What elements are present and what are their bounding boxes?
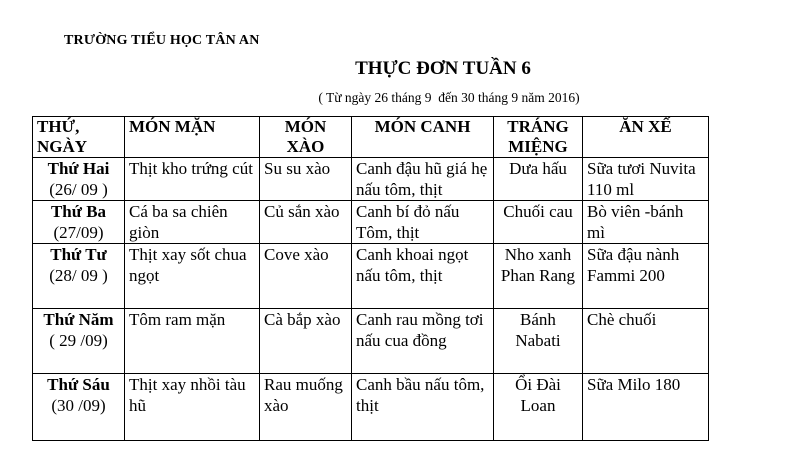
day-name: Thứ Tư <box>50 245 107 264</box>
cell-an-xe: Bò viên -bánh mì <box>583 201 709 244</box>
day-name: Thứ Năm <box>43 310 114 329</box>
cell-man: Thịt kho trứng cút <box>125 158 260 201</box>
day-name: Thứ Ba <box>50 202 107 221</box>
cell-canh: Canh bầu nấu tôm, thịt <box>352 374 494 441</box>
day-date: (27/09) <box>53 223 104 242</box>
cell-trang-mieng: Ổi Đài Loan <box>494 374 583 441</box>
cell-xao: Cove xào <box>260 244 352 309</box>
cell-xao: Rau muống xào <box>260 374 352 441</box>
cell-xao: Su su xào <box>260 158 352 201</box>
cell-canh: Canh khoai ngọt nấu tôm, thịt <box>352 244 494 309</box>
cell-trang-mieng: Nho xanh Phan Rang <box>494 244 583 309</box>
cell-man: Thịt xay nhồi tàu hũ <box>125 374 260 441</box>
column-header-xao: MÓN XÀO <box>260 117 352 158</box>
table-row <box>33 374 709 441</box>
day-cell <box>33 374 125 441</box>
day-name: Thứ Sáu <box>47 375 110 394</box>
menu-title: THỰC ĐƠN TUẦN 6 <box>355 58 531 79</box>
column-header-day: THỨ, NGÀY <box>33 117 125 158</box>
table-row <box>33 201 709 244</box>
day-date: ( 29 /09) <box>49 331 108 350</box>
school-name: TRƯỜNG TIỂU HỌC TÂN AN <box>64 33 260 48</box>
column-header-man: MÓN MẶN <box>125 117 260 158</box>
weekly-menu-table <box>32 116 709 441</box>
column-header-an-xe: ĂN XẾ <box>583 117 709 158</box>
cell-canh: Canh bí đỏ nấu Tôm, thịt <box>352 201 494 244</box>
cell-trang-mieng: Chuối cau <box>494 201 583 244</box>
day-cell <box>33 158 125 201</box>
table-row <box>33 309 709 374</box>
cell-an-xe: Sữa đậu nành Fammi 200 <box>583 244 709 309</box>
cell-trang-mieng: Dưa hấu <box>494 158 583 201</box>
cell-canh: Canh rau mồng tơi nấu cua đồng <box>352 309 494 374</box>
cell-trang-mieng: Bánh Nabati <box>494 309 583 374</box>
column-header-canh: MÓN CANH <box>352 117 494 158</box>
cell-xao: Cà bắp xào <box>260 309 352 374</box>
cell-xao: Củ sắn xào <box>260 201 352 244</box>
cell-an-xe: Sữa Milo 180 <box>583 374 709 441</box>
day-cell <box>33 244 125 309</box>
day-date: (26/ 09 ) <box>49 180 108 199</box>
cell-an-xe: Sữa tươi Nuvita 110 ml <box>583 158 709 201</box>
cell-man: Thịt xay sốt chua ngọt <box>125 244 260 309</box>
date-range-subtitle: ( Từ ngày 26 tháng 9 đến 30 tháng 9 năm 2016) <box>318 90 580 105</box>
table-row <box>33 158 709 201</box>
cell-an-xe: Chè chuối <box>583 309 709 374</box>
table-header-row <box>33 117 709 158</box>
day-name: Thứ Hai <box>47 159 110 178</box>
cell-man: Tôm ram mặn <box>125 309 260 374</box>
column-header-trang-mieng: TRÁNG MIỆNG <box>494 117 583 158</box>
day-cell <box>33 201 125 244</box>
cell-canh: Canh đậu hũ giá hẹ nấu tôm, thịt <box>352 158 494 201</box>
day-date: (28/ 09 ) <box>49 266 108 285</box>
day-date: (30 /09) <box>51 396 106 415</box>
day-cell <box>33 309 125 374</box>
cell-man: Cá ba sa chiên giòn <box>125 201 260 244</box>
table-row <box>33 244 709 309</box>
